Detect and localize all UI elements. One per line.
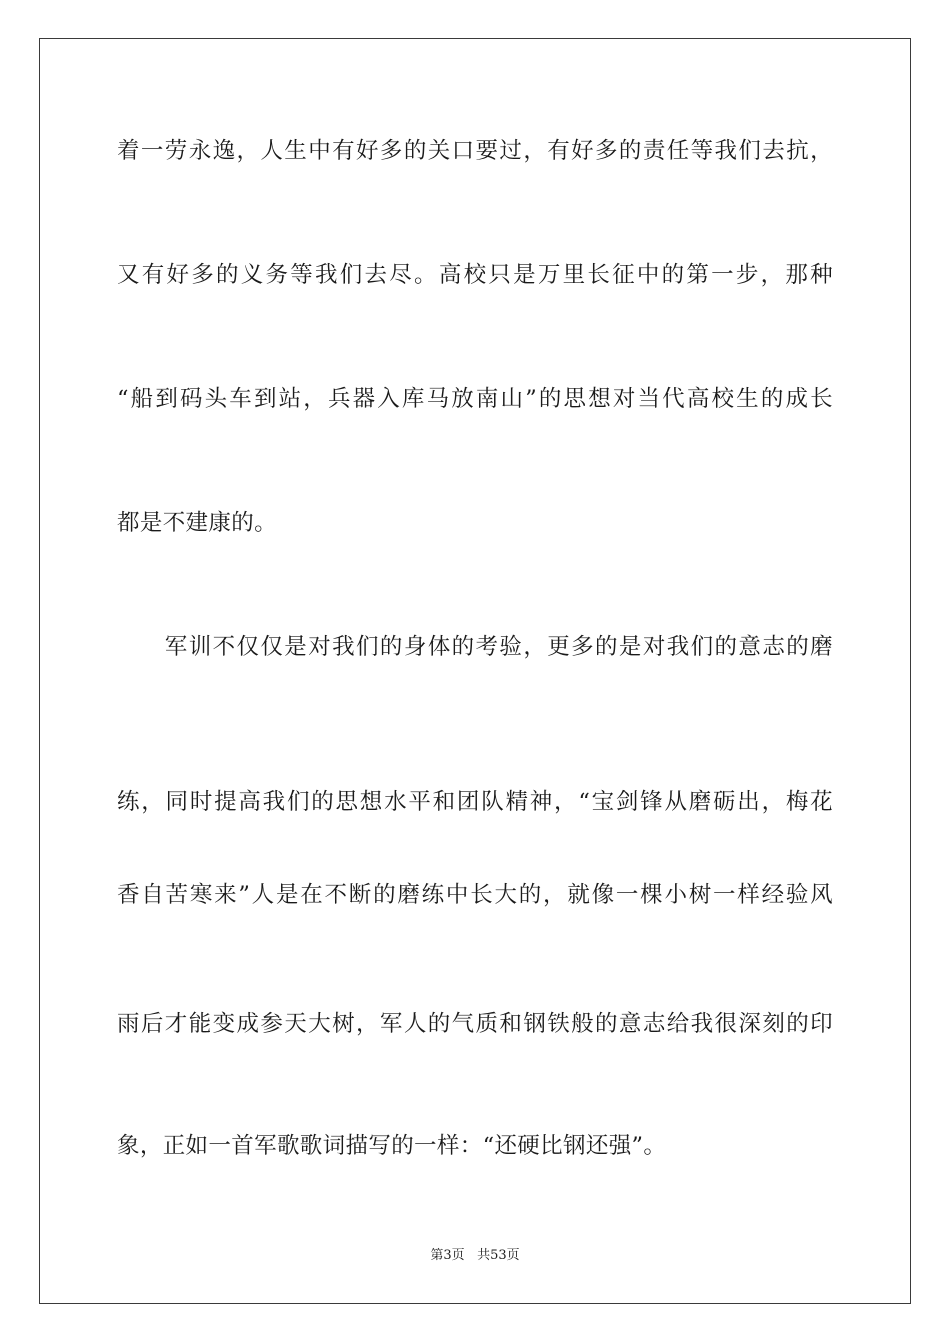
text-line-5: 军训不仅仅是对我们的身体的考验，更多的是对我们的意志的磨 [117, 634, 833, 660]
text-line-8: 雨后才能变成参天大树，军人的气质和钢铁般的意志给我很深刻的印 [117, 1011, 833, 1037]
text-line-4: 都是不建康的。 [117, 510, 277, 536]
page-footer [0, 1247, 950, 1265]
text-line-2: 又有好多的义务等我们去尽。高校只是万里长征中的第一步，那种 [117, 262, 833, 288]
page-border [39, 38, 911, 1304]
text-line-6: 练，同时提高我们的思想水平和团队精神，“宝剑锋从磨砺出，梅花 [117, 789, 833, 815]
text-line-7: 香自苦寒来”人是在不断的磨练中长大的，就像一棵小树一样经验风 [117, 882, 833, 908]
page-total: 共53页 [477, 1248, 520, 1263]
text-line-9: 象，正如一首军歌歌词描写的一样：“还硬比钢还强”。 [117, 1133, 667, 1159]
text-line-3: “船到码头车到站，兵器入库马放南山”的思想对当代高校生的成长 [117, 386, 833, 412]
text-line-1: 着一劳永逸，人生中有好多的关口要过，有好多的责任等我们去抗， [117, 138, 833, 164]
page-number: 第3页 [430, 1248, 465, 1263]
